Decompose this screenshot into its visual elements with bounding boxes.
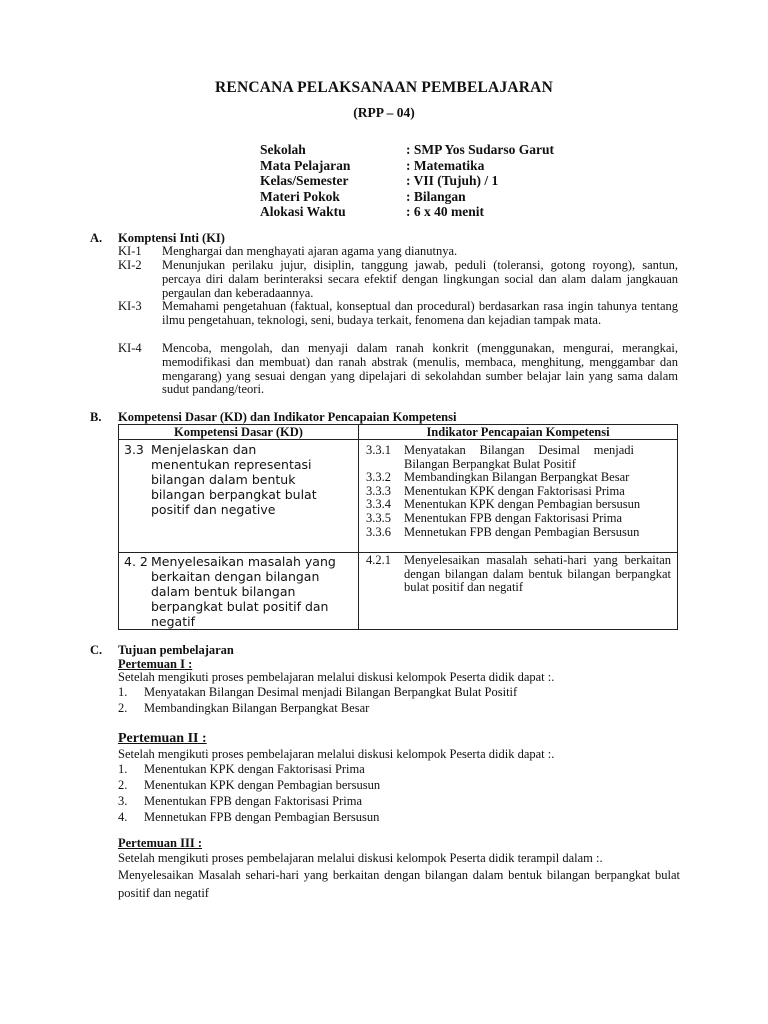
identity-block — [260, 142, 554, 220]
ki-item — [118, 300, 678, 328]
ki-text: Menunjukan perilaku jujur, disiplin, tanggung jawab, peduli (toleransi, gotong royong), santun, percaya diri dalam berinteraksi secara efektif dengan lingkungan social dan alam dalam jangkauan pergaulan dan keberadaannya. — [162, 258, 678, 300]
kd-number: 4. 2 — [124, 554, 148, 569]
info-label: Alokasi Waktu — [260, 204, 346, 220]
document-subtitle: (RPP – 04) — [353, 105, 415, 120]
indicator-text: Membandingkan Bilangan Berpangkat Besar — [404, 470, 630, 485]
kd-text: Menjelaskan dan menentukan representasi bilangan dalam bentuk bilangan berpangkat bulat positif dan negative — [151, 442, 317, 517]
kd-number: 3.3 — [124, 442, 144, 457]
ki-text: Memahami pengetahuan (faktual, konseptual dan procedural) berdasarkan rasa ingin tahunya tentang ilmu pengetahuan, teknologi, seni, budaya terkait, fenomena dan kejadian tampak mata. — [162, 299, 678, 327]
meeting-1-title: Pertemuan I : — [118, 657, 193, 671]
meeting-3-body: Menyelesaikan Masalah sehari-hari yang berkaitan dengan bilangan dalam bentuk bilangan berpangkat bulat positif dan negatif — [118, 868, 680, 900]
list-text: Menentukan KPK dengan Pembagian bersusun — [144, 778, 381, 792]
indicator-text: Mennetukan FPB dengan Pembagian Bersusun — [404, 524, 640, 539]
list-text: Menyatakan Bilangan Desimal menjadi Bilangan Berpangkat Bulat Positif — [144, 685, 518, 699]
ki-code: KI-1 — [118, 244, 142, 258]
info-value: : 6 x 40 menit — [406, 204, 484, 220]
info-value: : Bilangan — [406, 188, 466, 204]
indicator-number: 3.3.5 — [366, 510, 391, 525]
info-value: : Matematika — [406, 157, 485, 173]
indicator-item — [366, 498, 671, 512]
info-row-school — [260, 142, 554, 158]
kd-cell — [119, 440, 359, 553]
section-c-letter: C. — [90, 643, 103, 657]
meeting-3-title: Pertemuan III : — [118, 836, 203, 850]
list-text: Membandingkan Bilangan Berpangkat Besar — [144, 701, 370, 715]
section-a-heading: Komptensi Inti (KI) — [118, 231, 225, 245]
info-row-subject — [260, 158, 554, 174]
info-row-time — [260, 204, 554, 220]
indicator-cell — [359, 553, 678, 630]
indicator-number: 3.3.4 — [366, 497, 391, 512]
section-b-heading: Kompetensi Dasar (KD) dan Indikator Pencapaian Kompetensi — [118, 410, 457, 424]
indicator-number: 3.3.1 — [366, 443, 391, 457]
list-text: Menentukan KPK dengan Faktorisasi Prima — [144, 762, 365, 776]
ki-code: KI-3 — [118, 299, 142, 313]
list-number: 1. — [118, 762, 128, 776]
list-text: Menentukan FPB dengan Faktorisasi Prima — [144, 794, 363, 808]
indicator-column-header: Indikator Pencapaian Kompetensi — [359, 425, 678, 440]
indicator-item — [366, 512, 671, 526]
kd-cell — [119, 553, 359, 630]
list-number: 3. — [118, 794, 128, 808]
indicator-text: Menentukan FPB dengan Faktorisasi Prima — [404, 510, 623, 525]
ki-item — [118, 245, 678, 259]
kd-column-header: Kompetensi Dasar (KD) — [119, 425, 359, 440]
meeting-3-intro: Setelah mengikuti proses pembelajaran melalui diskusi kelompok Peserta didik terampil dalam :. — [118, 851, 603, 865]
table-row — [119, 440, 678, 553]
document-title: RENCANA PELAKSANAAN PEMBELAJARAN — [215, 79, 553, 96]
ki-item — [118, 342, 678, 397]
info-row-topic — [260, 189, 554, 205]
indicator-item — [366, 554, 671, 595]
meeting-2-title: Pertemuan II : — [118, 731, 207, 746]
info-label: Mata Pelajaran — [260, 157, 351, 173]
list-text: Mennetukan FPB dengan Pembagian Bersusun — [144, 810, 380, 824]
list-number: 4. — [118, 810, 128, 824]
indicator-item — [366, 471, 671, 485]
indicator-number: 3.3.2 — [366, 470, 391, 485]
indicator-text: Menyelesaikan masalah sehati-hari yang berkaitan dengan bilangan dalam bentuk bilangan berpangkat bulat positif dan negatif — [404, 553, 671, 595]
ki-item — [118, 259, 678, 300]
indicator-text: Menentukan KPK dengan Pembagian bersusun — [404, 497, 641, 512]
indicator-cell — [359, 440, 678, 553]
indicator-item — [366, 444, 671, 471]
info-value: : VII (Tujuh) / 1 — [406, 173, 499, 189]
section-a-letter: A. — [90, 231, 103, 245]
section-b-letter: B. — [90, 410, 102, 424]
info-row-class — [260, 173, 554, 189]
ki-code: KI-2 — [118, 258, 142, 272]
kd-table-header — [119, 425, 678, 440]
indicator-text: Menentukan KPK dengan Faktorisasi Prima — [404, 483, 625, 498]
ki-text: Mencoba, mengolah, dan menyaji dalam ranah konkrit (menggunakan, mengurai, merangkai, memodifikasi dan membuat) dan ranah abstrak (menulis, membaca, menghitung, menggambar dan mengarang) yang sesuai dengan yang dipelajari di sekolahdan sumber belajar lain yang sama dalam sudut pandang/teori. — [162, 341, 678, 397]
meeting-2-intro: Setelah mengikuti proses pembelajaran melalui diskusi kelompok Peserta didik dapat :. — [118, 747, 555, 761]
section-c-heading: Tujuan pembelajaran — [118, 643, 234, 657]
indicator-item — [366, 526, 671, 540]
indicator-number: 4.2.1 — [366, 553, 391, 567]
table-row — [119, 553, 678, 630]
indicator-number: 3.3.3 — [366, 483, 391, 498]
ki-text: Menghargai dan menghayati ajaran agama yang dianutnya. — [162, 244, 458, 258]
indicator-number: 3.3.6 — [366, 524, 391, 539]
kd-table — [118, 424, 678, 630]
list-number: 2. — [118, 701, 128, 715]
info-label: Kelas/Semester — [260, 173, 349, 189]
list-number: 1. — [118, 685, 128, 699]
info-label: Sekolah — [260, 142, 306, 157]
list-number: 2. — [118, 778, 128, 792]
ki-code: KI-4 — [118, 341, 142, 355]
indicator-item — [366, 485, 671, 499]
indicator-text: Menyatakan Bilangan Desimal menjadi Bilangan Berpangkat Bulat Positif — [404, 443, 634, 471]
info-value: : SMP Yos Sudarso Garut — [406, 142, 555, 157]
kd-text: Menyelesaikan masalah yang berkaitan dengan bilangan dalam bentuk bilangan berpangkat bulat positif dan negatif — [151, 554, 336, 629]
meeting-1-intro: Setelah mengikuti proses pembelajaran melalui diskusi kelompok Peserta didik dapat :. — [118, 670, 555, 684]
info-label: Materi Pokok — [260, 188, 340, 204]
